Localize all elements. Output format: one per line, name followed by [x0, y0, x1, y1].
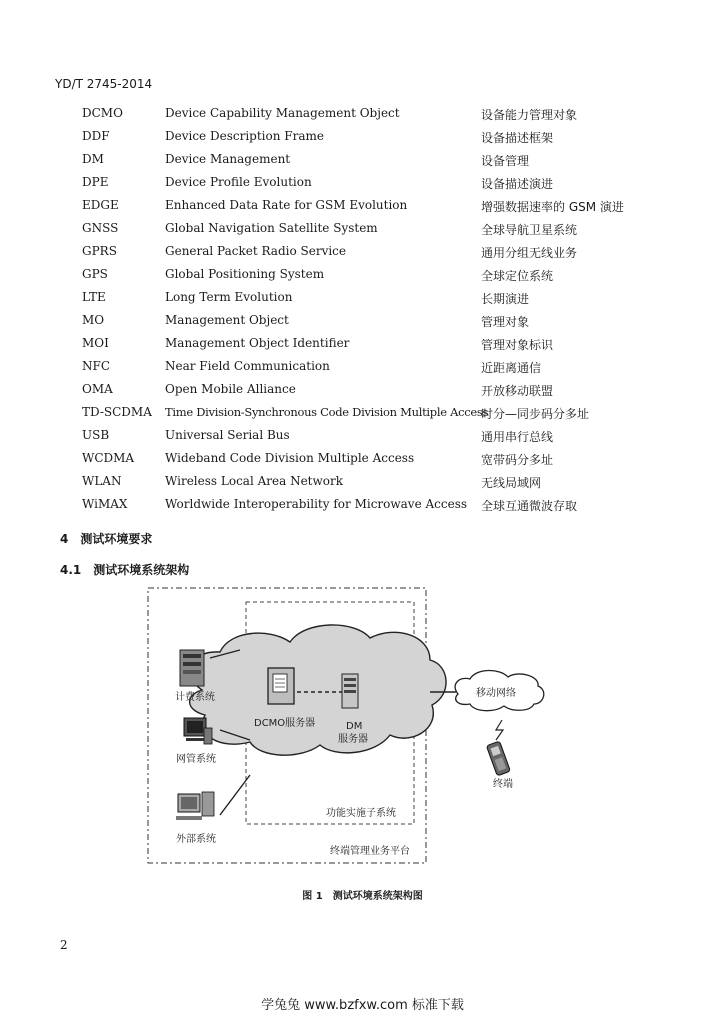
abbr-chinese: 管理对象标识: [481, 338, 554, 352]
abbr-english: Management Object Identifier: [165, 336, 350, 350]
platform-label: 终端管理业务平台: [330, 846, 410, 857]
abbr-chinese: 设备管理: [481, 154, 530, 168]
abbr-chinese: 宽带码分多址: [481, 453, 554, 467]
abbr-chinese: 通用分组无线业务: [481, 246, 578, 260]
abbreviation-row: [0, 359, 725, 382]
abbr-english: Management Object: [165, 313, 289, 327]
abbreviation-row: [0, 313, 725, 336]
function-subsystem-label: 功能实施子系统: [326, 808, 396, 819]
abbreviation-row: [0, 451, 725, 474]
abbr-chinese: 全球定位系统: [481, 269, 554, 283]
abbr-code: GNSS: [82, 221, 119, 235]
abbr-code: WCDMA: [82, 451, 135, 465]
standard-code: YD/T 2745-2014: [55, 77, 153, 91]
dm-server-label: DM: [346, 721, 363, 732]
abbr-english: Near Field Communication: [165, 359, 330, 373]
billing-system-label: 计费系统: [175, 692, 215, 703]
dm-server-label-line2: 服务器: [338, 734, 368, 745]
abbr-chinese: 时分—同步码分多址: [481, 407, 590, 421]
abbr-chinese: 增强数据速率的 GSM 演进: [481, 200, 624, 214]
abbr-english: Time Division-Synchronous Code Division Multiple Access: [165, 405, 489, 419]
abbr-code: MOI: [82, 336, 109, 350]
abbr-english: Device Capability Management Object: [165, 106, 400, 120]
abbr-code: EDGE: [82, 198, 119, 212]
abbreviation-row: [0, 290, 725, 313]
mobile-phone-icon: [486, 741, 510, 776]
abbr-chinese: 近距离通信: [481, 361, 542, 375]
abbr-chinese: 设备能力管理对象: [481, 108, 578, 122]
abbr-chinese: 长期演进: [481, 292, 530, 306]
computer-icon: [176, 792, 214, 820]
abbr-english: Global Navigation Satellite System: [165, 221, 378, 235]
external-system-label: 外部系统: [176, 834, 216, 845]
signal-icon: [496, 720, 503, 740]
abbreviation-row: [0, 198, 725, 221]
abbr-english: Worldwide Interoperability for Microwave Access: [165, 497, 468, 511]
abbreviation-row: [0, 106, 725, 129]
architecture-diagram: [140, 580, 600, 880]
abbreviation-row: [0, 336, 725, 359]
abbreviation-row: [0, 175, 725, 198]
server-icon: [180, 650, 204, 686]
abbr-english: Long Term Evolution: [165, 290, 293, 304]
abbr-code: OMA: [82, 382, 113, 396]
abbr-english: Wireless Local Area Network: [165, 474, 343, 488]
abbr-chinese: 通用串行总线: [481, 430, 554, 444]
abbr-code: WiMAX: [82, 497, 128, 511]
abbr-english: Universal Serial Bus: [165, 428, 290, 442]
footer-watermark: 学兔兔 www.bzfxw.com 标准下载: [261, 998, 464, 1013]
abbr-chinese: 设备描述框架: [481, 131, 554, 145]
abbreviation-row: [0, 497, 725, 520]
abbr-code: DPE: [82, 175, 109, 189]
figure-caption: 图 1 测试环境系统架构图: [302, 891, 423, 902]
dcmo-server-label: DCMO服务器: [254, 718, 316, 729]
abbr-chinese: 开放移动联盟: [481, 384, 554, 398]
terminal-label: 终端: [493, 779, 513, 790]
abbr-english: Wideband Code Division Multiple Access: [165, 451, 415, 465]
abbreviation-row: [0, 382, 725, 405]
abbr-chinese: 全球互通微波存取: [481, 499, 578, 513]
abbr-chinese: 无线局域网: [481, 476, 542, 490]
abbreviation-row: [0, 129, 725, 152]
abbr-code: USB: [82, 428, 110, 442]
abbr-code: GPRS: [82, 244, 117, 258]
abbr-chinese: 设备描述演进: [481, 177, 554, 191]
abbr-code: MO: [82, 313, 105, 327]
server-icon: [342, 674, 358, 708]
nms-system-label: 网管系统: [176, 754, 216, 765]
document-server-icon: [268, 668, 294, 704]
abbr-english: Enhanced Data Rate for GSM Evolution: [165, 198, 408, 212]
abbr-code: GPS: [82, 267, 108, 281]
external-link: [220, 775, 250, 815]
abbr-english: General Packet Radio Service: [165, 244, 347, 258]
abbreviation-row: [0, 405, 725, 428]
abbr-english: Device Management: [165, 152, 291, 166]
abbr-english: Global Positioning System: [165, 267, 325, 281]
abbr-chinese: 全球导航卫星系统: [481, 223, 578, 237]
abbreviation-row: [0, 152, 725, 175]
mobile-network-label: 移动网络: [476, 688, 516, 699]
abbreviation-row: [0, 428, 725, 451]
network-cloud: [190, 625, 446, 755]
section-4-heading: 4 测试环境要求: [60, 532, 153, 546]
abbr-english: Device Profile Evolution: [165, 175, 312, 189]
abbr-chinese: 管理对象: [481, 315, 530, 329]
abbr-code: WLAN: [82, 474, 122, 488]
abbr-english: Open Mobile Alliance: [165, 382, 296, 396]
abbreviation-row: [0, 474, 725, 497]
abbreviation-row: [0, 221, 725, 244]
abbreviation-row: [0, 244, 725, 267]
abbr-code: DDF: [82, 129, 110, 143]
abbreviation-row: [0, 267, 725, 290]
page-number: 2: [60, 938, 68, 952]
abbr-code: NFC: [82, 359, 111, 373]
abbr-code: TD-SCDMA: [82, 405, 152, 419]
abbr-code: DCMO: [82, 106, 123, 120]
abbr-code: DM: [82, 152, 104, 166]
abbr-code: LTE: [82, 290, 106, 304]
section-4-1-heading: 4.1 测试环境系统架构: [60, 563, 190, 577]
abbr-english: Device Description Frame: [165, 129, 324, 143]
